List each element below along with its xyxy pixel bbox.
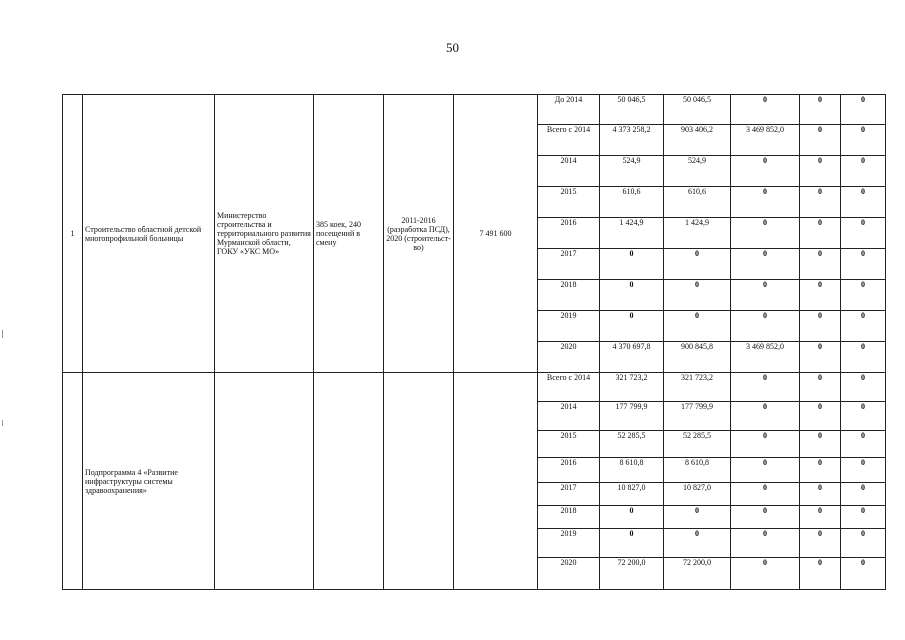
value-cell: 8 610,8 <box>664 458 731 483</box>
value-cell: 0 <box>841 95 886 125</box>
value-cell: 321 723,2 <box>600 373 664 402</box>
value-cell: 50 046,5 <box>600 95 664 125</box>
value-cell: 0 <box>800 431 841 458</box>
value-cell: 0 <box>800 218 841 249</box>
value-cell: 0 <box>841 402 886 431</box>
value-cell: 72 200,0 <box>600 558 664 590</box>
year-cell: 2015 <box>538 187 600 218</box>
value-cell: 0 <box>731 249 800 280</box>
year-cell: Всего с 2014 <box>538 125 600 156</box>
value-cell: 0 <box>731 156 800 187</box>
value-cell: 0 <box>841 187 886 218</box>
value-cell: 10 827,0 <box>600 483 664 506</box>
scan-edge-mark <box>2 420 3 426</box>
scan-edge-mark <box>2 330 3 338</box>
value-cell: 4 373 258,2 <box>600 125 664 156</box>
year-cell: Всего с 2014 <box>538 373 600 402</box>
value-cell: 0 <box>841 431 886 458</box>
year-cell: 2016 <box>538 458 600 483</box>
year-cell: 2015 <box>538 431 600 458</box>
value-cell: 0 <box>800 125 841 156</box>
value-cell: 0 <box>800 311 841 342</box>
value-cell: 0 <box>731 506 800 529</box>
value-cell: 3 469 852,0 <box>731 125 800 156</box>
empty-cell <box>215 373 314 590</box>
subprogram-row <box>63 373 886 402</box>
value-cell: 0 <box>800 249 841 280</box>
value-cell: 610,6 <box>600 187 664 218</box>
value-cell: 0 <box>841 218 886 249</box>
year-cell: 2014 <box>538 402 600 431</box>
value-cell: 0 <box>600 249 664 280</box>
value-cell: 0 <box>841 125 886 156</box>
value-cell: 903 406,2 <box>664 125 731 156</box>
value-cell: 0 <box>600 529 664 558</box>
value-cell: 0 <box>731 95 800 125</box>
value-cell: 0 <box>800 506 841 529</box>
empty-cell <box>454 373 538 590</box>
value-cell: 900 845,8 <box>664 342 731 373</box>
value-cell: 0 <box>600 311 664 342</box>
value-cell: 0 <box>841 529 886 558</box>
project-row <box>63 95 886 125</box>
row-number-cell: 1 <box>63 95 83 373</box>
year-cell: 2017 <box>538 483 600 506</box>
value-cell: 3 469 852,0 <box>731 342 800 373</box>
subprogram-section <box>63 373 886 590</box>
value-cell: 0 <box>664 249 731 280</box>
value-cell: 0 <box>800 95 841 125</box>
value-cell: 0 <box>731 311 800 342</box>
value-cell: 0 <box>664 529 731 558</box>
value-cell: 0 <box>731 431 800 458</box>
year-cell: 2020 <box>538 342 600 373</box>
value-cell: 1 424,9 <box>600 218 664 249</box>
value-cell: 0 <box>731 373 800 402</box>
empty-cell <box>63 373 83 590</box>
budget-table <box>62 94 886 590</box>
period-cell: 2011-2016 (разработка ПСД), 2020 (строительст-во) <box>384 95 454 373</box>
value-cell: 524,9 <box>600 156 664 187</box>
value-cell: 0 <box>600 280 664 311</box>
value-cell: 0 <box>841 506 886 529</box>
value-cell: 0 <box>841 311 886 342</box>
value-cell: 1 424,9 <box>664 218 731 249</box>
project-name-cell: Строительство областной детской многопрофильной больницы <box>83 95 215 373</box>
executor-cell: Министерство строительства и территориального развития Мурманской области, ГОКУ «УКС МО» <box>215 95 314 373</box>
value-cell: 0 <box>800 483 841 506</box>
value-cell: 0 <box>664 506 731 529</box>
value-cell: 177 799,9 <box>600 402 664 431</box>
value-cell: 0 <box>800 280 841 311</box>
value-cell: 0 <box>731 558 800 590</box>
value-cell: 0 <box>800 402 841 431</box>
value-cell: 0 <box>800 156 841 187</box>
year-cell: До 2014 <box>538 95 600 125</box>
year-cell: 2020 <box>538 558 600 590</box>
value-cell: 0 <box>800 373 841 402</box>
year-cell: 2014 <box>538 156 600 187</box>
value-cell: 0 <box>800 558 841 590</box>
value-cell: 0 <box>841 458 886 483</box>
year-cell: 2019 <box>538 529 600 558</box>
value-cell: 50 046,5 <box>664 95 731 125</box>
value-cell: 0 <box>841 483 886 506</box>
value-cell: 0 <box>664 280 731 311</box>
cost-cell: 7 491 600 <box>454 95 538 373</box>
value-cell: 0 <box>841 373 886 402</box>
value-cell: 0 <box>664 311 731 342</box>
value-cell: 0 <box>731 483 800 506</box>
year-cell: 2018 <box>538 506 600 529</box>
value-cell: 72 200,0 <box>664 558 731 590</box>
value-cell: 524,9 <box>664 156 731 187</box>
value-cell: 0 <box>800 342 841 373</box>
empty-cell <box>384 373 454 590</box>
year-cell: 2016 <box>538 218 600 249</box>
value-cell: 0 <box>800 529 841 558</box>
year-cell: 2017 <box>538 249 600 280</box>
project-section <box>63 95 886 373</box>
subprogram-name-cell: Подпрограмма 4 «Развитие инфраструктуры системы здравоохранения» <box>83 373 215 590</box>
value-cell: 52 285,5 <box>664 431 731 458</box>
value-cell: 177 799,9 <box>664 402 731 431</box>
year-cell: 2018 <box>538 280 600 311</box>
value-cell: 0 <box>731 187 800 218</box>
year-cell: 2019 <box>538 311 600 342</box>
value-cell: 0 <box>731 529 800 558</box>
empty-cell <box>314 373 384 590</box>
value-cell: 0 <box>731 280 800 311</box>
value-cell: 52 285,5 <box>600 431 664 458</box>
value-cell: 0 <box>731 458 800 483</box>
value-cell: 610,6 <box>664 187 731 218</box>
page-number: 50 <box>446 40 459 55</box>
value-cell: 0 <box>841 280 886 311</box>
capacity-cell: 385 коек, 240 посещений в смену <box>314 95 384 373</box>
value-cell: 0 <box>600 506 664 529</box>
value-cell: 0 <box>841 156 886 187</box>
value-cell: 0 <box>731 402 800 431</box>
value-cell: 0 <box>800 458 841 483</box>
value-cell: 8 610,8 <box>600 458 664 483</box>
value-cell: 0 <box>800 187 841 218</box>
value-cell: 321 723,2 <box>664 373 731 402</box>
value-cell: 0 <box>841 249 886 280</box>
value-cell: 4 370 697,8 <box>600 342 664 373</box>
value-cell: 0 <box>841 342 886 373</box>
value-cell: 0 <box>841 558 886 590</box>
value-cell: 0 <box>731 218 800 249</box>
value-cell: 10 827,0 <box>664 483 731 506</box>
